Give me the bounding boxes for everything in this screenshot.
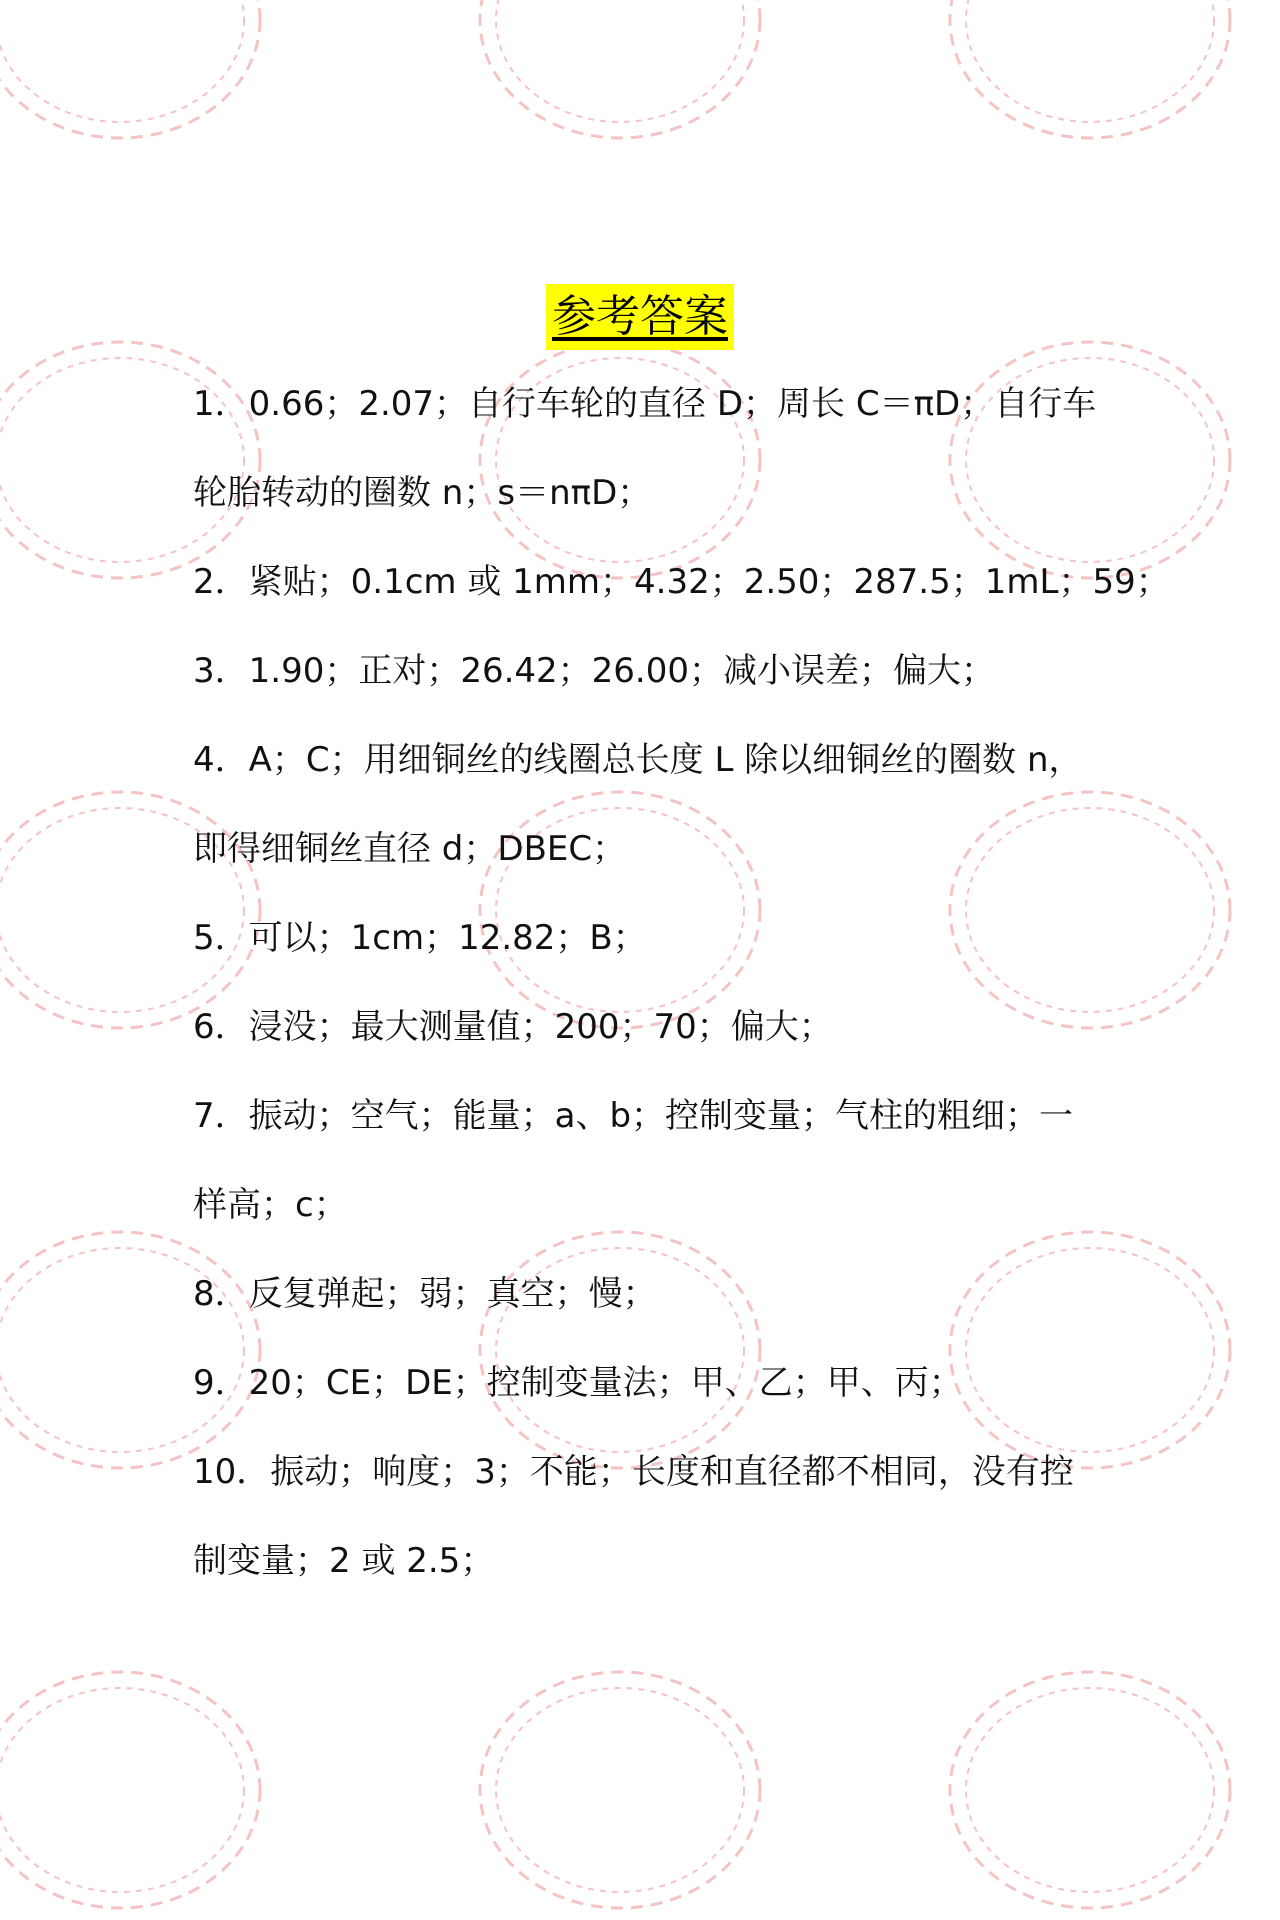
page-title: 参考答案 bbox=[546, 284, 734, 350]
answer-line: 9．20；CE；DE；控制变量法；甲、乙；甲、丙； bbox=[193, 1363, 963, 1403]
answer-list bbox=[193, 360, 1170, 1606]
answer-item bbox=[193, 983, 1098, 1072]
answer-item bbox=[193, 716, 1098, 894]
answer-line: 10．振动；响度；3；不能；长度和直径都不相同，没有控 bbox=[193, 1452, 1074, 1492]
answer-line: 轮胎转动的圈数 n；s＝nπD； bbox=[193, 473, 652, 513]
answer-line: 制变量；2 或 2.5； bbox=[193, 1541, 495, 1581]
answer-line: 2．紧贴；0.1cm 或 1mm；4.32；2.50；287.5；1mL；59； bbox=[193, 562, 1170, 602]
answer-line: 6．浸没；最大测量值；200；70；偏大； bbox=[193, 1007, 833, 1047]
answer-item bbox=[193, 538, 1170, 627]
answer-item bbox=[193, 1339, 1098, 1428]
answer-line: 1．0.66；2.07；自行车轮的直径 D；周长 C＝πD；自行车 bbox=[193, 384, 1097, 424]
answer-line: 5．可以；1cm；12.82；B； bbox=[193, 918, 647, 958]
answer-line: 4．A；C；用细铜丝的线圈总长度 L 除以细铜丝的圈数 n， bbox=[193, 740, 1083, 780]
answer-item bbox=[193, 1072, 1098, 1250]
answer-line: 8．反复弹起；弱；真空；慢； bbox=[193, 1274, 657, 1314]
answer-item bbox=[193, 360, 1098, 538]
answer-line: 3．1.90；正对；26.42；26.00；减小误差；偏大； bbox=[193, 651, 996, 691]
answer-item bbox=[193, 627, 1098, 716]
answer-line: 样高；c； bbox=[193, 1185, 348, 1225]
answer-item bbox=[193, 894, 1098, 983]
answer-item bbox=[193, 1250, 1098, 1339]
answer-line: 即得细铜丝直径 d；DBEC； bbox=[193, 829, 627, 869]
answer-line: 7．振动；空气；能量；a、b；控制变量；气柱的粗细；一 bbox=[193, 1096, 1074, 1136]
answer-item bbox=[193, 1428, 1098, 1606]
